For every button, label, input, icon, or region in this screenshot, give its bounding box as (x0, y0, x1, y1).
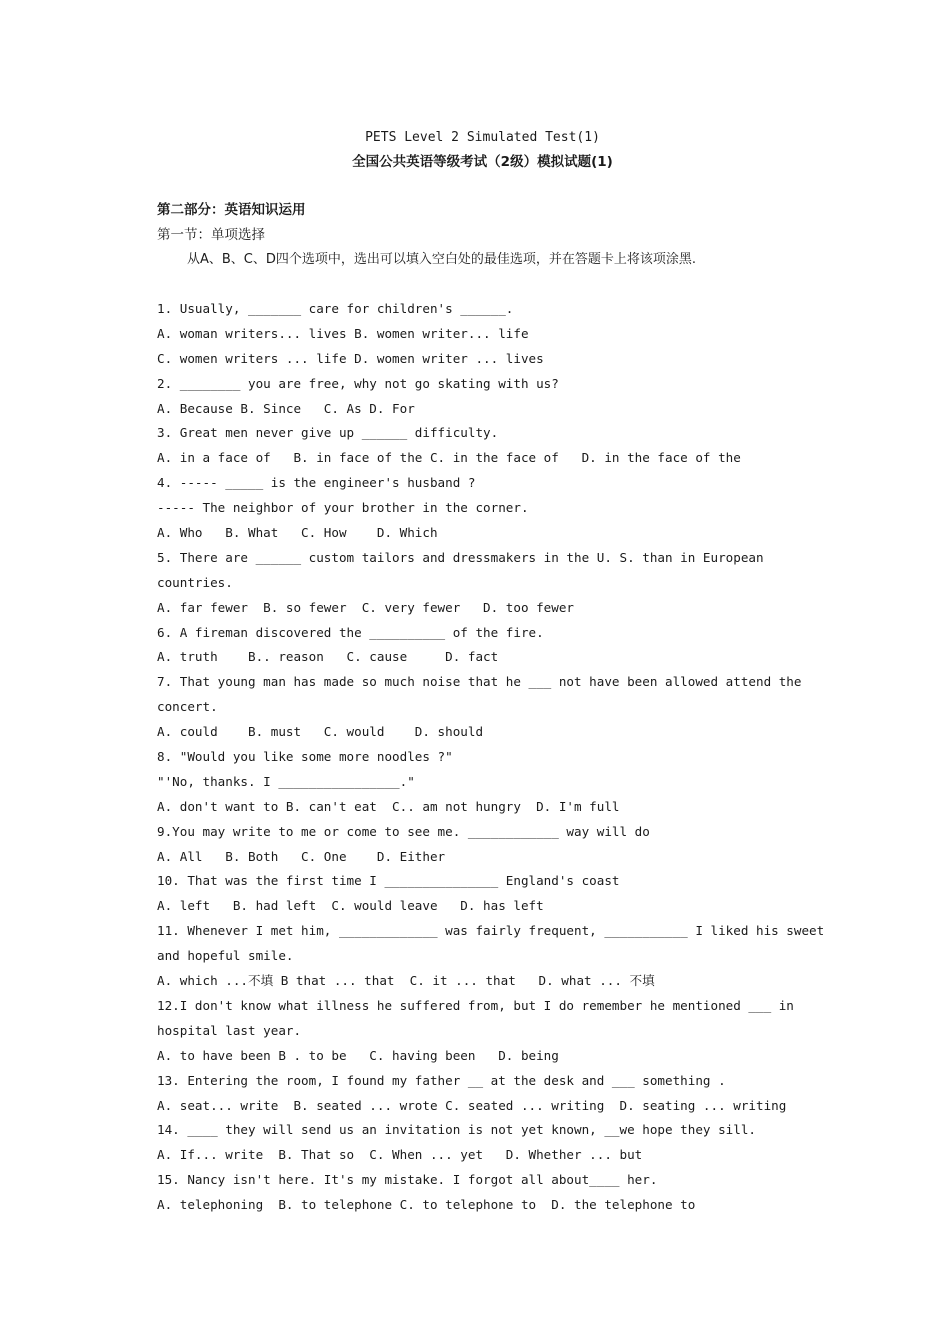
text-line: A. If... write B. That so C. When ... yet D. Whether ... but (157, 1147, 643, 1163)
text-line: A. telephoning B. to telephone C. to telephone to D. the telephone to (157, 1197, 696, 1213)
section-heading: 第一节：单项选择 (157, 227, 265, 243)
text-line: "'No, thanks. I ________________." (157, 773, 415, 789)
text-line: 8. "Would you like some more noodles ?" (157, 749, 453, 765)
text-line: ----- The neighbor of your brother in the corner. (157, 500, 529, 516)
text-line: and hopeful smile. (157, 948, 294, 964)
text-line: A. Who B. What C. How D. Which (157, 525, 438, 541)
text-line: concert. (157, 699, 218, 715)
instruction-text: 从A、B、C、D四个选项中，选出可以填入空白处的最佳选项，并在答题卡上将该项涂黑. (187, 252, 697, 267)
text-line: A. truth B.. reason C. cause D. fact (157, 649, 499, 665)
text-line: 3. Great men never give up ______ difficulty. (157, 425, 499, 441)
text-line: 7. That young man has made so much noise that he ___ not have been allowed attend the (157, 674, 802, 690)
text-line: A. far fewer B. so fewer C. very fewer D. too fewer (157, 599, 575, 615)
text-line: 11. Whenever I met him, _____________ was fairly frequent, ___________ I liked his sweet (157, 923, 825, 939)
text-line: A. woman writers... lives B. women writer... life (157, 325, 529, 341)
text-line: A. All B. Both C. One D. Either (157, 848, 446, 864)
text-line: 15. Nancy isn't here. It's my mistake. I forgot all about____ her. (157, 1172, 658, 1188)
text-line: 9.You may write to me or come to see me. ____________ way will do (157, 823, 650, 839)
document-title-chinese: 全国公共英语等级考试（2级）模拟试题(1) (352, 154, 613, 170)
text-line: A. don't want to B. can't eat C.. am not hungry D. I'm full (157, 798, 620, 814)
text-line: 6. A fireman discovered the __________ of the fire. (157, 624, 544, 640)
text-line: A. seat... write B. seated ... wrote C. seated ... writing D. seating ... writing (157, 1097, 787, 1113)
text-line: 2. ________ you are free, why not go skating with us? (157, 375, 559, 391)
document-title-english: PETS Level 2 Simulated Test(1) (365, 130, 600, 145)
text-line: 1. Usually, _______ care for children's ______. (157, 301, 514, 316)
text-line: 4. ----- _____ is the engineer's husband ? (157, 475, 476, 491)
text-line: A. in a face of B. in face of the C. in the face of D. in the face of the (157, 450, 741, 466)
text-line: A. left B. had left C. would leave D. has left (157, 898, 544, 914)
text-line: 12.I don't know what illness he suffered from, but I do remember he mentioned ___ in (157, 997, 794, 1013)
text-line: 10. That was the first time I _______________ England's coast (157, 873, 620, 889)
text-line: 13. Entering the room, I found my father __ at the desk and ___ something . (157, 1072, 726, 1088)
question-list (157, 297, 937, 1218)
text-line: countries. (157, 574, 233, 590)
text-line: A. to have been B . to be C. having been D. being (157, 1047, 559, 1063)
text-line: hospital last year. (157, 1022, 302, 1038)
text-line: A. could B. must C. would D. should (157, 724, 484, 740)
text-line: A. which ...不填 B that ... that C. it ... that D. what ... 不填 (157, 973, 655, 989)
text-line: 5. There are ______ custom tailors and dressmakers in the U. S. than in European (157, 549, 764, 565)
part-heading: 第二部分：英语知识运用 (157, 202, 306, 218)
text-line: A. Because B. Since C. As D. For (157, 400, 415, 416)
text-line: C. women writers ... life D. women writer ... lives (157, 350, 544, 366)
text-line: 14. ____ they will send us an invitation is not yet known, __we hope they sill. (157, 1122, 756, 1138)
